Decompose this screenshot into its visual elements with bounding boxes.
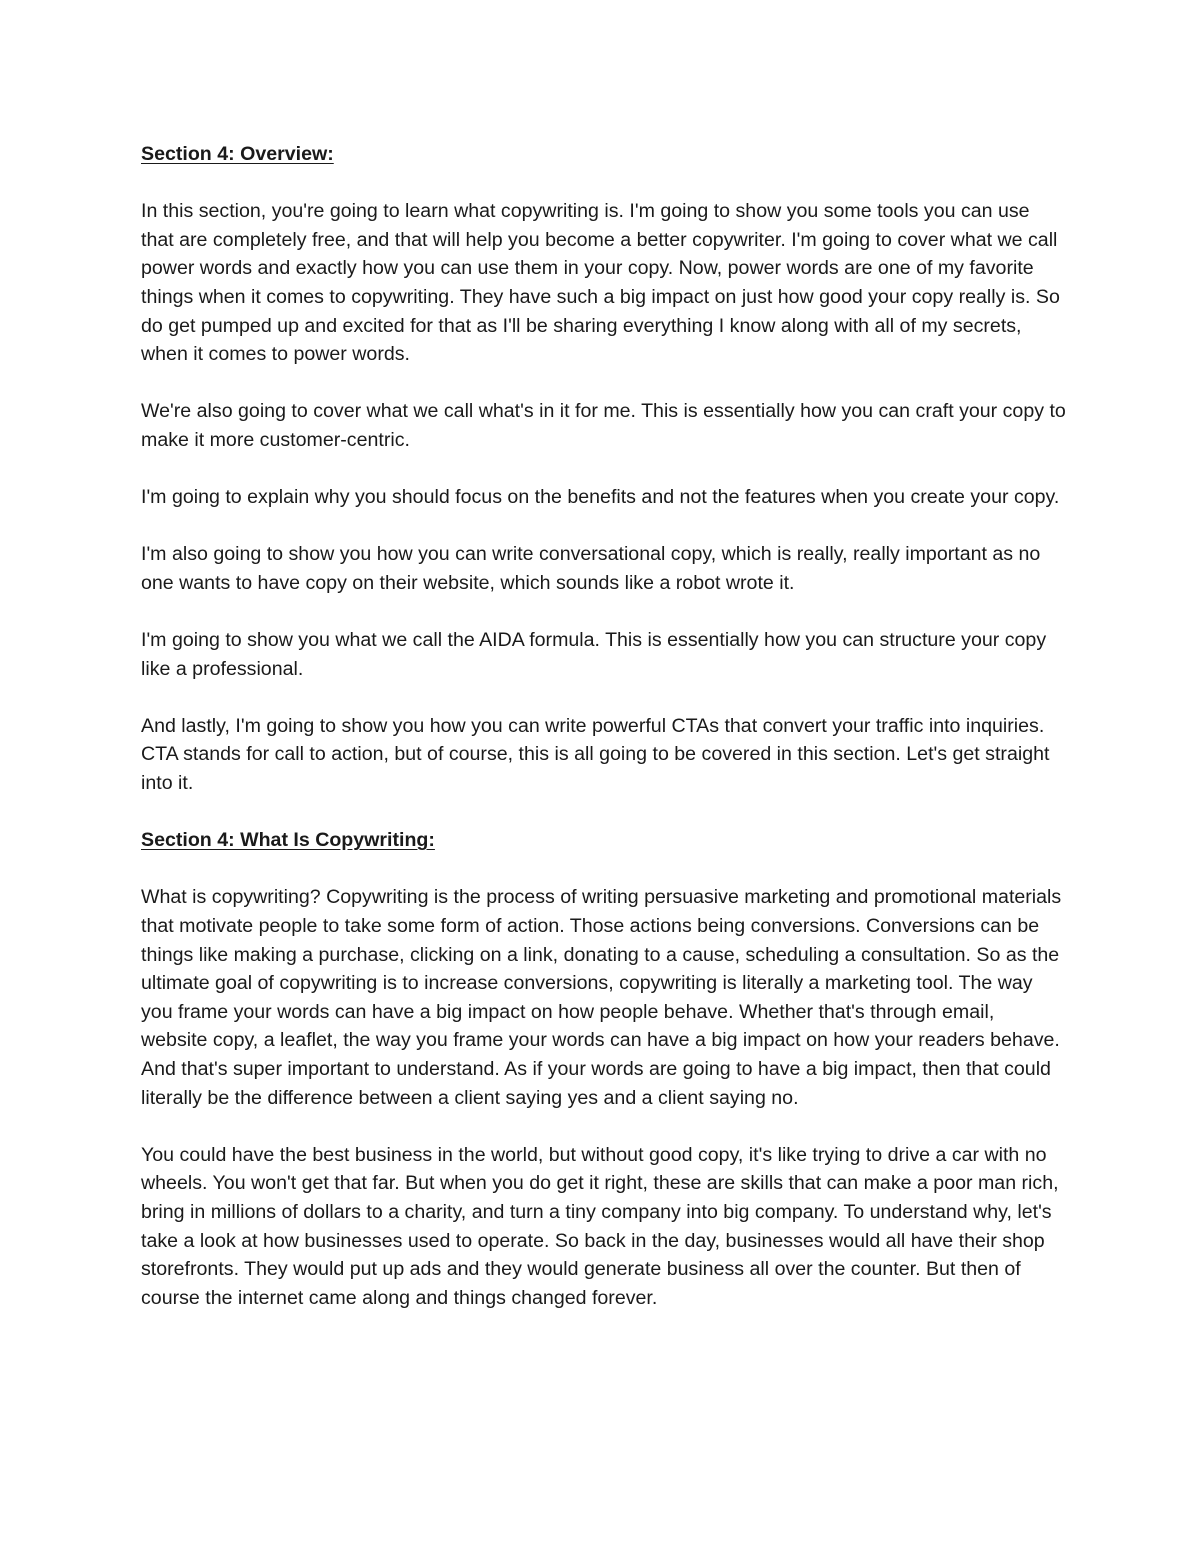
section-heading-what-is-copywriting: Section 4: What Is Copywriting: [141,829,435,852]
overview-paragraph-wiifm: We're also going to cover what we call what's in it for me. This is essentially how you can craft your copy to make it more customer-centric. [141,400,1066,451]
overview-paragraph-benefits: I'm going to explain why you should focus on the benefits and not the features when you create your copy. [141,486,1060,509]
overview-paragraph-intro: In this section, you're going to learn what copywriting is. I'm going to show you some tools you can use that are completely free, and that will help you become a better copywriter. I'm going to cover what we call power words and exactly how you can use them in your copy. Now, power words are one of my favorite things when it comes to copywriting. They have such a big impact on just how good your copy really is. So do get pumped up and excited for that as I'll be sharing everything I know along with all of my secrets, when it comes to power words. [141,200,1060,366]
overview-paragraph-cta: And lastly, I'm going to show you how you can write powerful CTAs that convert your traffic into inquiries. CTA stands for call to action, but of course, this is all going to be covered in this section. Let's get straight into it. [141,714,1050,795]
copywriting-paragraph-history: You could have the best business in the world, but without good copy, it's like trying to drive a car with no wheels. You won't get that far. But when you do get it right, these are skills that can make a poor man rich, bring in millions of dollars to a charity, and turn a tiny company into big company. To understand why, let's take a look at how businesses used to operate. So back in the day, businesses would all have their shop storefronts. They would put up ads and they would generate business all over the counter. But then of course the internet came along and things changed forever. [141,1143,1059,1309]
overview-paragraph-aida: I'm going to show you what we call the AIDA formula. This is essentially how you can structure your copy like a professional. [141,629,1047,680]
document-body [141,140,1066,1312]
copywriting-paragraph-definition: What is copywriting? Copywriting is the process of writing persuasive marketing and promotional materials that motivate people to take some form of action. Those actions being conversions. Conversions can be things like making a purchase, clicking on a link, donating to a cause, scheduling a consultation. So as the ultimate goal of copywriting is to increase conversions, copywriting is literally a marketing tool. The way you frame your words can have a big impact on how people behave. Whether that's through email, website copy, a leaflet, the way you frame your words can have a big impact on how your readers behave. And that's super important to understand. As if your words are going to have a big impact, then that could literally be the difference between a client saying yes and a client saying no. [141,886,1062,1109]
section-heading-overview: Section 4: Overview: [141,143,334,165]
overview-paragraph-conversational: I'm also going to show you how you can write conversational copy, which is really, really important as no one wants to have copy on their website, which sounds like a robot wrote it. [141,543,1041,594]
